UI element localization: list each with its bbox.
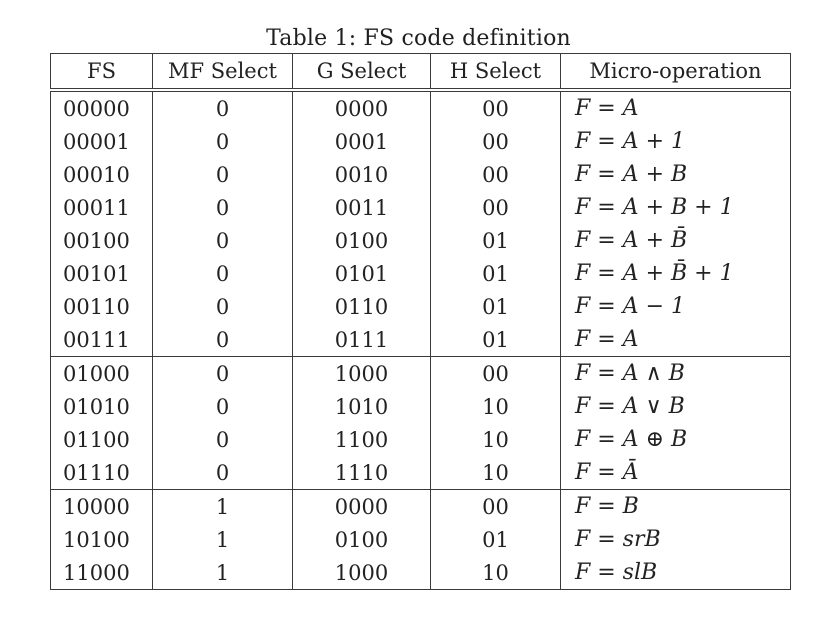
- h-select-cell: 00: [431, 125, 561, 158]
- table-row: [51, 456, 791, 490]
- header-g-select: G Select: [293, 54, 431, 91]
- micro-operation-cell: F = Ā: [561, 456, 791, 490]
- table-caption: Table 1: FS code definition: [266, 26, 571, 51]
- micro-operation-cell: F = A + B̄: [561, 224, 791, 257]
- h-select-cell: 00: [431, 158, 561, 191]
- fs-code-table-container: [50, 53, 790, 590]
- table-row: [51, 191, 791, 224]
- micro-operation-cell: F = A ⊕ B: [561, 423, 791, 456]
- table-row: [51, 390, 791, 423]
- micro-operation-cell: F = A: [561, 90, 791, 125]
- micro-operation-cell: F = slB: [561, 556, 791, 590]
- h-select-cell: 01: [431, 290, 561, 323]
- table-row: [51, 523, 791, 556]
- header-row: [51, 54, 791, 91]
- fs-cell: 01100: [51, 423, 153, 456]
- fs-cell: 01010: [51, 390, 153, 423]
- micro-operation-cell: F = A − 1: [561, 290, 791, 323]
- g-select-cell: 1100: [293, 423, 431, 456]
- h-select-cell: 10: [431, 456, 561, 490]
- fs-code-table: [50, 53, 791, 590]
- g-select-cell: 1110: [293, 456, 431, 490]
- fs-cell: 00010: [51, 158, 153, 191]
- g-select-cell: 0100: [293, 224, 431, 257]
- g-select-cell: 0110: [293, 290, 431, 323]
- mf-select-cell: 0: [153, 125, 293, 158]
- table-row: [51, 158, 791, 191]
- table-row: [51, 257, 791, 290]
- table-row: [51, 490, 791, 524]
- mf-select-cell: 0: [153, 158, 293, 191]
- table-row: [51, 423, 791, 456]
- h-select-cell: 01: [431, 523, 561, 556]
- fs-cell: 00011: [51, 191, 153, 224]
- fs-cell: 00110: [51, 290, 153, 323]
- h-select-cell: 00: [431, 490, 561, 524]
- g-select-cell: 0010: [293, 158, 431, 191]
- g-select-cell: 1010: [293, 390, 431, 423]
- mf-select-cell: 1: [153, 556, 293, 590]
- mf-select-cell: 0: [153, 191, 293, 224]
- mf-select-cell: 0: [153, 357, 293, 391]
- table-row: [51, 224, 791, 257]
- table-header: [51, 54, 791, 91]
- table-row: [51, 323, 791, 357]
- mf-select-cell: 0: [153, 290, 293, 323]
- mf-select-cell: 0: [153, 90, 293, 125]
- g-select-cell: 0000: [293, 490, 431, 524]
- h-select-cell: 00: [431, 90, 561, 125]
- table-row: [51, 125, 791, 158]
- header-h-select: H Select: [431, 54, 561, 91]
- table-row: [51, 556, 791, 590]
- mf-select-cell: 0: [153, 390, 293, 423]
- fs-cell: 00100: [51, 224, 153, 257]
- table-row: [51, 357, 791, 391]
- micro-operation-cell: F = A ∧ B: [561, 357, 791, 391]
- g-select-cell: 0000: [293, 90, 431, 125]
- table-row: [51, 90, 791, 125]
- micro-operation-cell: F = A ∨ B: [561, 390, 791, 423]
- header-mf-select: MF Select: [153, 54, 293, 91]
- g-select-cell: 0100: [293, 523, 431, 556]
- fs-cell: 01000: [51, 357, 153, 391]
- g-select-cell: 1000: [293, 357, 431, 391]
- micro-operation-cell: F = A + B̄ + 1: [561, 257, 791, 290]
- fs-cell: 00111: [51, 323, 153, 357]
- h-select-cell: 10: [431, 556, 561, 590]
- micro-operation-cell: F = B: [561, 490, 791, 524]
- row-group: [51, 90, 791, 357]
- h-select-cell: 00: [431, 191, 561, 224]
- g-select-cell: 0101: [293, 257, 431, 290]
- mf-select-cell: 0: [153, 257, 293, 290]
- mf-select-cell: 0: [153, 323, 293, 357]
- h-select-cell: 01: [431, 323, 561, 357]
- fs-cell: 10000: [51, 490, 153, 524]
- fs-cell: 00000: [51, 90, 153, 125]
- micro-operation-cell: F = A: [561, 323, 791, 357]
- mf-select-cell: 0: [153, 224, 293, 257]
- row-group: [51, 357, 791, 490]
- h-select-cell: 01: [431, 257, 561, 290]
- g-select-cell: 0111: [293, 323, 431, 357]
- header-fs: FS: [51, 54, 153, 91]
- h-select-cell: 10: [431, 423, 561, 456]
- h-select-cell: 00: [431, 357, 561, 391]
- fs-cell: 00001: [51, 125, 153, 158]
- g-select-cell: 1000: [293, 556, 431, 590]
- fs-cell: 00101: [51, 257, 153, 290]
- g-select-cell: 0011: [293, 191, 431, 224]
- fs-cell: 01110: [51, 456, 153, 490]
- fs-cell: 11000: [51, 556, 153, 590]
- mf-select-cell: 0: [153, 456, 293, 490]
- micro-operation-cell: F = srB: [561, 523, 791, 556]
- h-select-cell: 01: [431, 224, 561, 257]
- table-row: [51, 290, 791, 323]
- fs-cell: 10100: [51, 523, 153, 556]
- g-select-cell: 0001: [293, 125, 431, 158]
- micro-operation-cell: F = A + B: [561, 158, 791, 191]
- header-micro-operation: Micro-operation: [561, 54, 791, 91]
- micro-operation-cell: F = A + B + 1: [561, 191, 791, 224]
- mf-select-cell: 1: [153, 523, 293, 556]
- mf-select-cell: 1: [153, 490, 293, 524]
- row-group: [51, 490, 791, 590]
- mf-select-cell: 0: [153, 423, 293, 456]
- micro-operation-cell: F = A + 1: [561, 125, 791, 158]
- h-select-cell: 10: [431, 390, 561, 423]
